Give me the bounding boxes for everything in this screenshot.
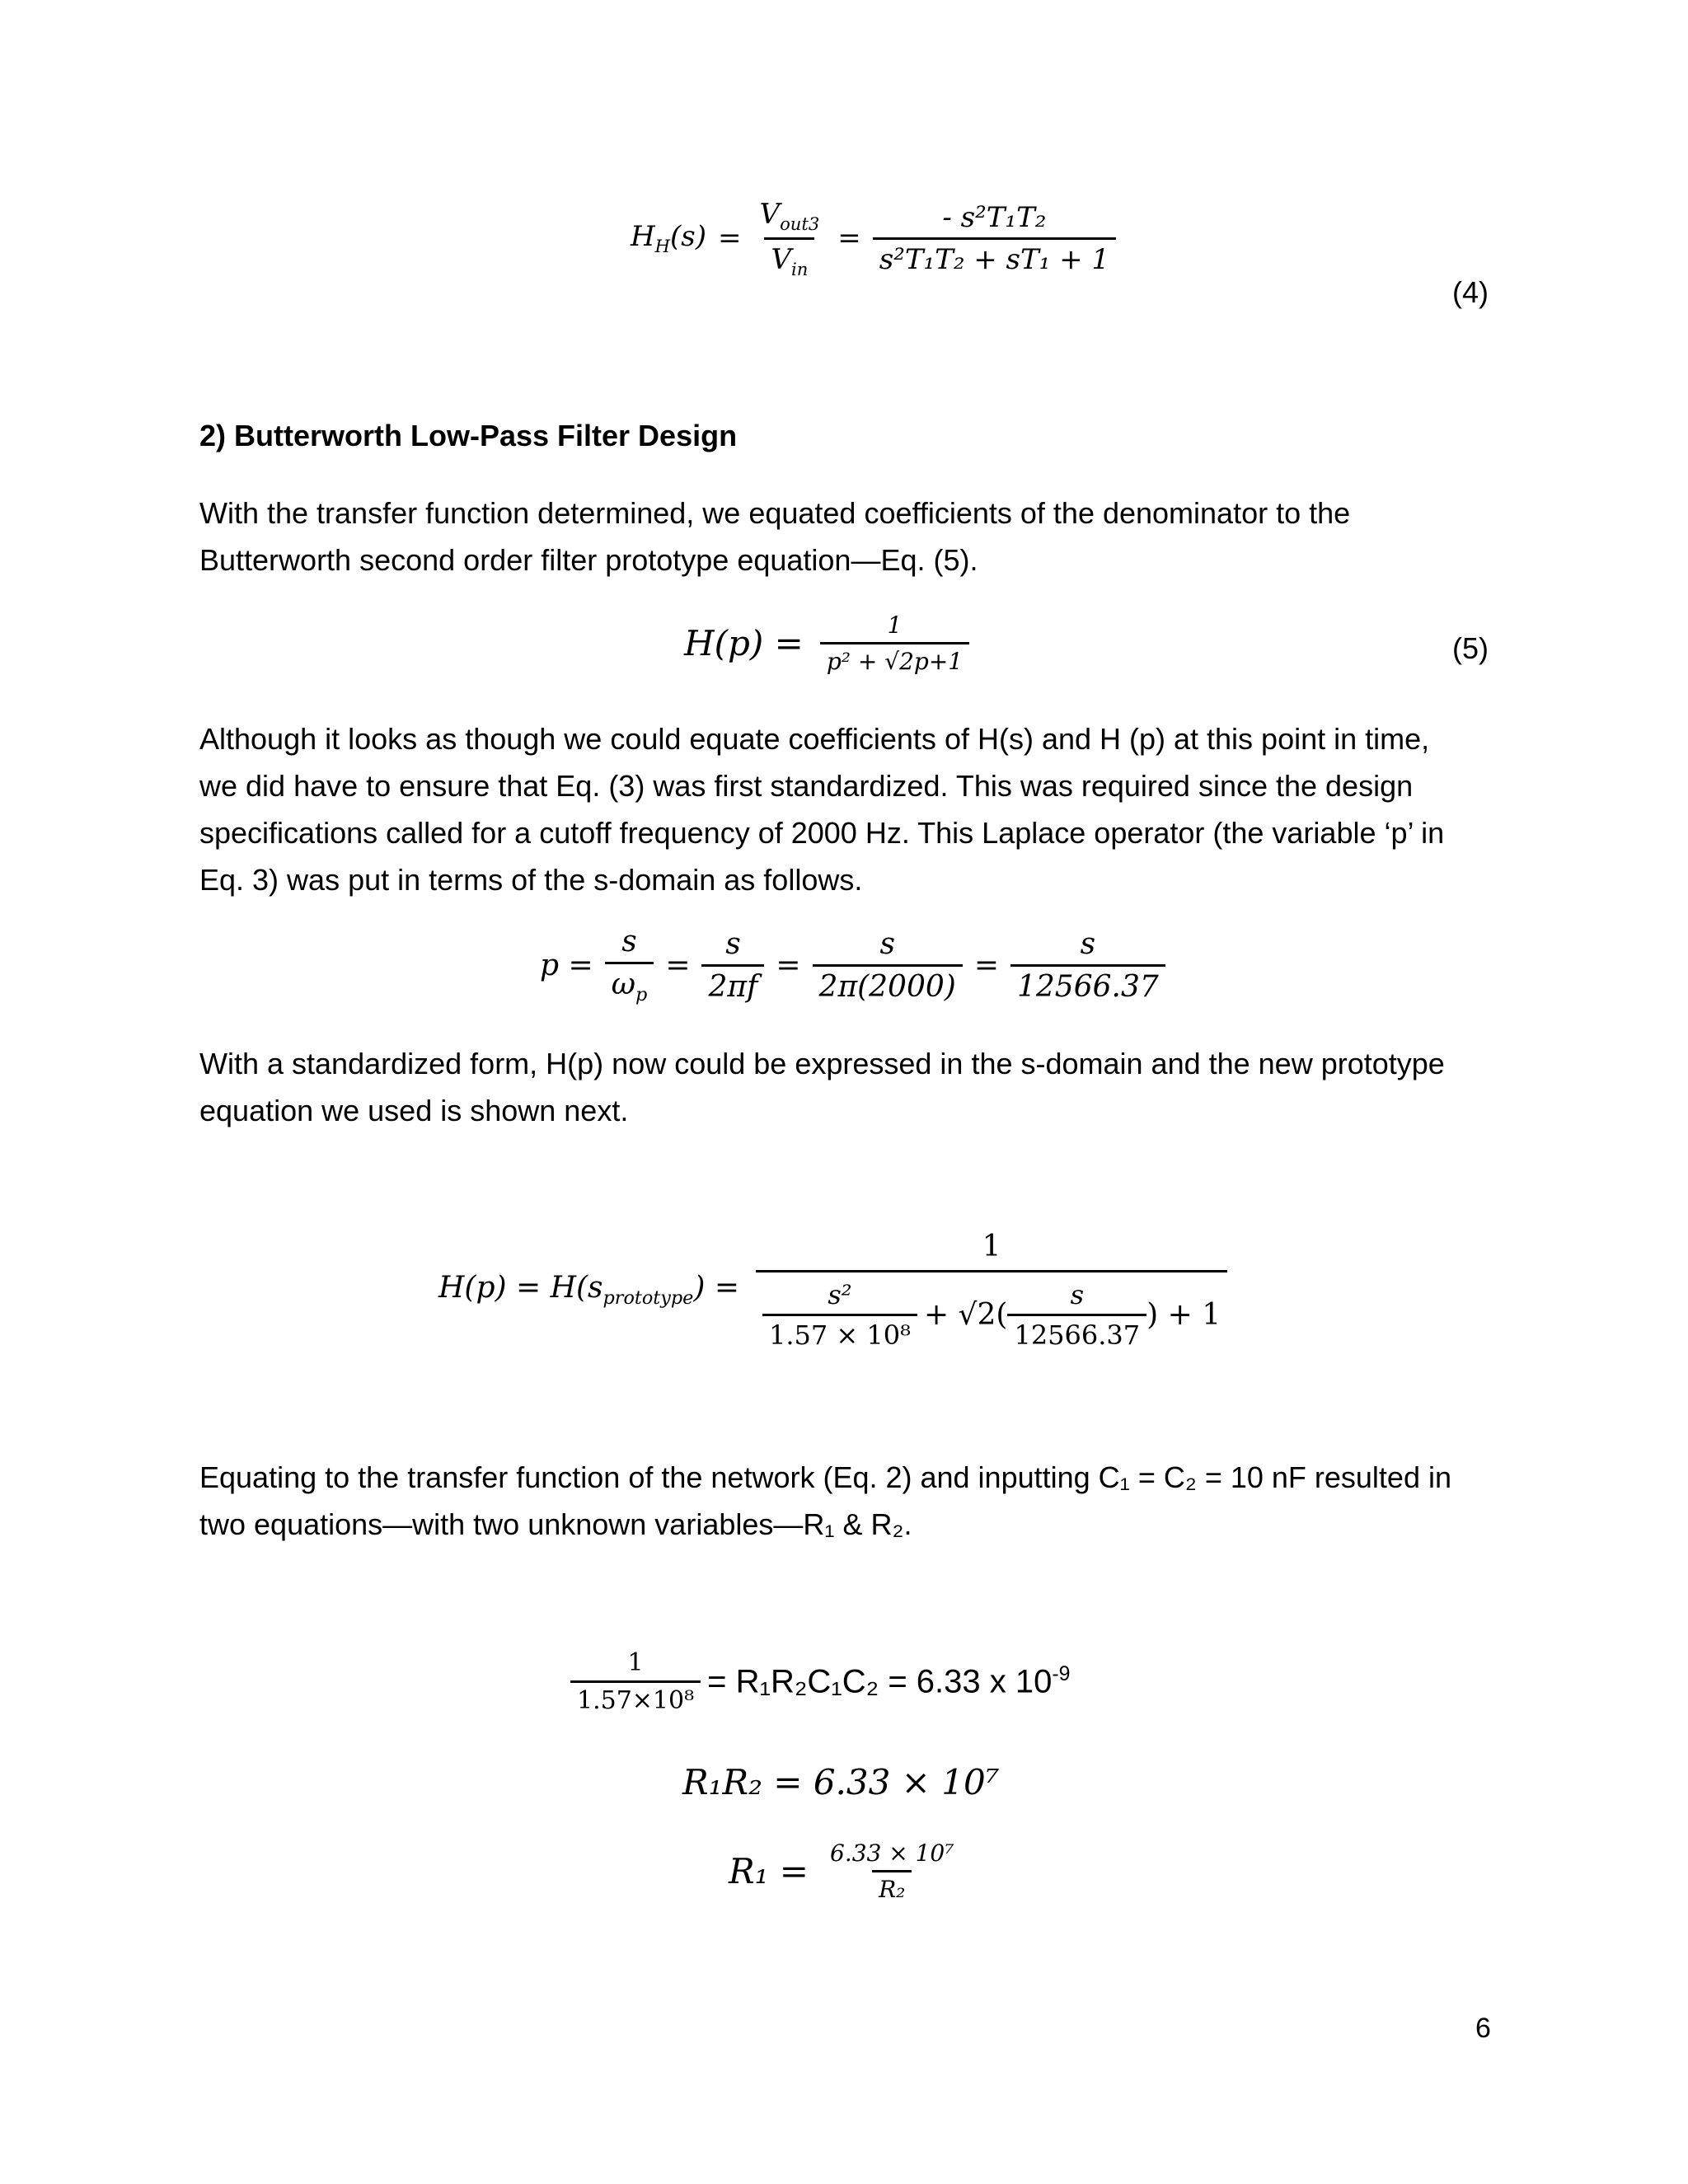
eq4-transfer-fraction (873, 201, 1116, 276)
p-frac-2: $\frac{s}{2\pi f}$ (701, 927, 764, 1004)
r-product-value: = R₁R₂C₁C₂ = 6.33 x $10^{-9}$ (707, 1662, 1071, 1700)
equation-number-5: (5) (1452, 631, 1489, 665)
paragraph-2: Although it looks as though we could equate coefficients of H(s) and H (p) at this point in time, we did have to ensure that Eq. (3) was first standardized. This was required since the design specifications called for a cutoff frequency of 2000 Hz. This Laplace operator (the variable ‘p’ in Eq. 3) was put in terms of the s-domain as follows. (199, 722, 1445, 897)
p-frac-3: $\frac{s}{2\pi(2000)}$ (813, 927, 963, 1004)
eq5-lhs: H(p) = (684, 623, 804, 663)
equation-p-substitution: p = $\frac{s}{\omega_p}$ = $\frac{s}{2\pi f}$ = $\frac{s}{2\pi(2000)}$ = $\frac{s}{12566.37}$ (540, 925, 1165, 1005)
eq4-voltage-ratio: $\frac{V_{out3}}{V_{in}}$ (759, 198, 820, 279)
section-heading: 2) Butterworth Low-Pass Filter Design (199, 419, 738, 452)
eq4-denominator: s²T₁T₂ + sT₁ + 1 (873, 237, 1116, 276)
equation-5 (684, 612, 969, 675)
eq4-lhs: $H_H(s)$ (631, 220, 707, 257)
equation-r1r2c1c2 (570, 1648, 1070, 1715)
equation-r1: R₁ = $\frac{\text{6.33 × 10⁷}}{\text{R₂}}$ (729, 1840, 954, 1903)
equation-r1r2: R₁R₂ = 6.33 × 10⁷ (682, 1762, 1000, 1802)
equation-4: $H_H(s)$ = $\frac{V_{out3}}{V_{in}}$ = $\frac{\text{- s²T₁T₂}}{\text{s²T₁T₂ + sT₁ + 1}}$ (631, 198, 1116, 279)
prototype-lhs: $H(p) = H(s_{prototype})$ = (438, 1271, 739, 1310)
p-frac-4: $\frac{s}{12566.37}$ (1010, 927, 1165, 1004)
equation-prototype (438, 1230, 1227, 1351)
paragraph-1: With the transfer function determined, we equated coefficients of the denominator to the Butterworth second order filter prototype equation—Eq. (5). (199, 496, 1351, 577)
p-frac-1: $\frac{s}{\omega_p}$ (605, 925, 654, 1005)
equation-number-4: (4) (1452, 275, 1489, 309)
paragraph-3: With a standardized form, H(p) now could be expressed in the s-domain and the new prototype equation we used is shown next. (199, 1047, 1445, 1127)
r-fraction: $\frac{1}{\text{1.57×10⁸}}$ (570, 1648, 701, 1715)
paragraph-4: Equating to the transfer function of the network (Eq. 2) and inputting C₁ = C₂ = 10 nF resulted in two equations—with two unknown variables—R₁ & R₂. (199, 1460, 1451, 1541)
eq4-numerator: - s²T₁T₂ (942, 200, 1047, 234)
eq5-fraction: $\frac{1}{\text{p² + √2p+1}}$ (820, 612, 969, 675)
page-number: 6 (1475, 2013, 1491, 2044)
prototype-fraction: 1 $\frac{\text{s²}}{\text{1.57 × 10⁸}}$ + √2( $\frac{s}{12566.37}$ ) + 1 (756, 1230, 1227, 1351)
